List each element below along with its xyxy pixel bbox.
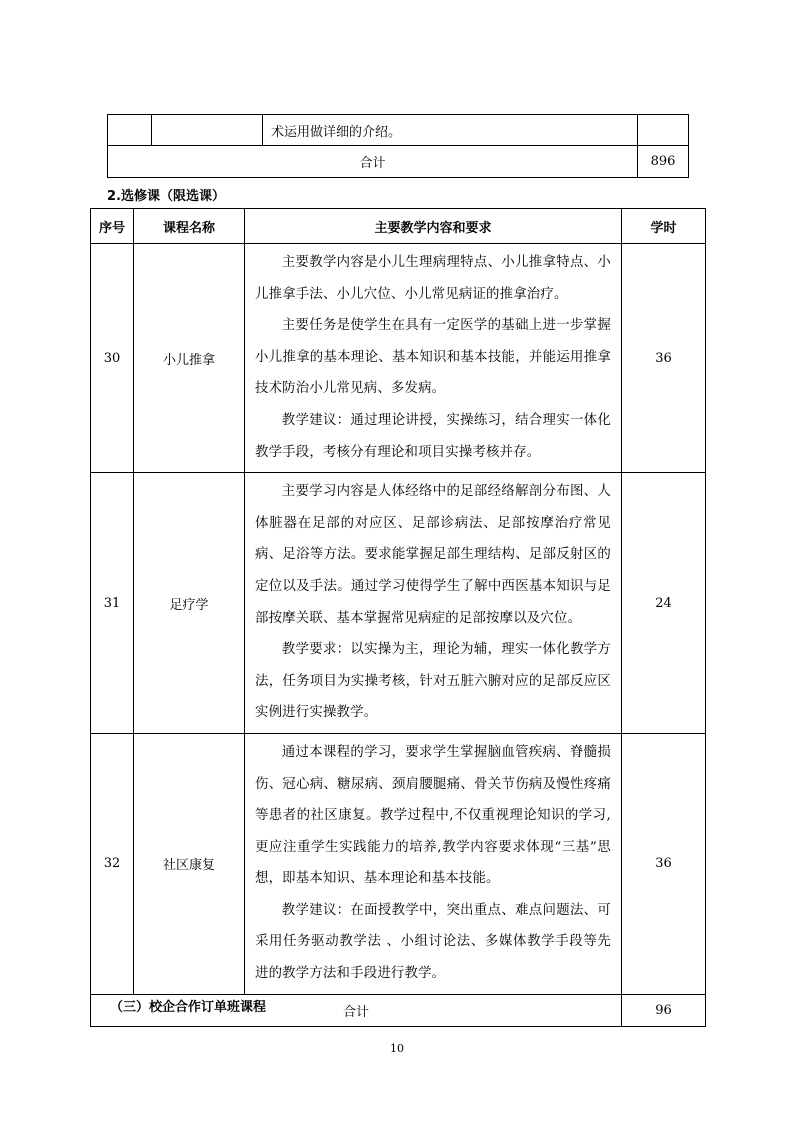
continuation-text: 术运用做详细的介绍。: [263, 115, 638, 146]
row-course-name: 足疗学: [134, 473, 245, 734]
row-course-name: 社区康复: [134, 733, 245, 994]
content-paragraph: 主要教学内容是小儿生理病理特点、小儿推拿特点、小儿推拿手法、小儿穴位、小儿常见病证的推拿治疗。: [255, 255, 611, 302]
row-content: [245, 244, 622, 473]
continuation-table: [107, 114, 689, 178]
row-content: [245, 733, 622, 994]
row-hours: 36: [622, 244, 706, 473]
content-paragraph: 教学建议：在面授教学中，突出重点、难点问题法、可采用任务驱动教学法 、小组讨论法、多媒体教学手段等先进的教学方法和手段进行教学。: [255, 902, 611, 982]
content-paragraph: 教学要求：以实操为主，理论为辅，理实一体化教学方法，任务项目为实操考核，针对五脏六腑对应的足部反应区实例进行实操教学。: [255, 642, 611, 721]
section-heading: 2.选修课（限选课）: [107, 189, 225, 204]
content-paragraph: 教学建议：通过理论讲授，实操练习，结合理实一体化教学手段，考核分有理论和项目实操考核并存。: [255, 412, 611, 460]
total-hours: 896: [638, 146, 689, 178]
total-hours: 96: [622, 994, 706, 1026]
total-label: 合计: [108, 146, 638, 178]
page-number: 10: [390, 1042, 404, 1055]
row-content: [245, 473, 622, 734]
row-no: 32: [91, 733, 134, 994]
table-row: [91, 244, 706, 473]
table-row: [91, 473, 706, 734]
empty-cell: [152, 115, 263, 146]
header-content: 主要教学内容和要求: [245, 209, 622, 244]
row-no: 31: [91, 473, 134, 734]
row-course-name: 小儿推拿: [134, 244, 245, 473]
header-hours: 学时: [622, 209, 706, 244]
empty-cell: [638, 115, 689, 146]
total-label: 合计: [91, 994, 622, 1026]
elective-course-table: [90, 208, 706, 1027]
empty-cell: [108, 115, 152, 146]
content-paragraph: 主要学习内容是人体经络中的足部经络解剖分布图、人体脏器在足部的对应区、足部诊病法、足部按摩治疗常见病、足浴等方法。要求能掌握足部生理结构、足部反射区的定位以及手法。通过学习使得学生了解中西医基本知识与足部按摩关联、基本掌握常见病症的足部按摩以及穴位。: [255, 484, 611, 626]
content-paragraph: 通过本课程的学习，要求学生掌握脑血管疾病、脊髓损伤、冠心病、糖尿病、颈肩腰腿痛、骨关节伤病及慢性疼痛等患者的社区康复。教学过程中,不仅重视理论知识的学习,更应注重学生实践能力的培养,教学内容要求体现“三基”思想，即基本知识、基本理论和基本技能。: [255, 744, 611, 887]
header-course-name: 课程名称: [134, 209, 245, 244]
row-hours: 24: [622, 473, 706, 734]
table-header-row: [91, 209, 706, 244]
table-row: [108, 115, 689, 146]
table-row: [91, 733, 706, 994]
total-row: [108, 146, 689, 178]
row-hours: 36: [622, 733, 706, 994]
section-heading: （三）校企合作订单班课程: [110, 1000, 267, 1015]
header-no: 序号: [91, 209, 134, 244]
content-paragraph: 主要任务是使学生在具有一定医学的基础上进一步掌握小儿推拿的基本理论、基本知识和基本技能，并能运用推拿技术防治小儿常见病、多发病。: [255, 318, 611, 397]
row-no: 30: [91, 244, 134, 473]
